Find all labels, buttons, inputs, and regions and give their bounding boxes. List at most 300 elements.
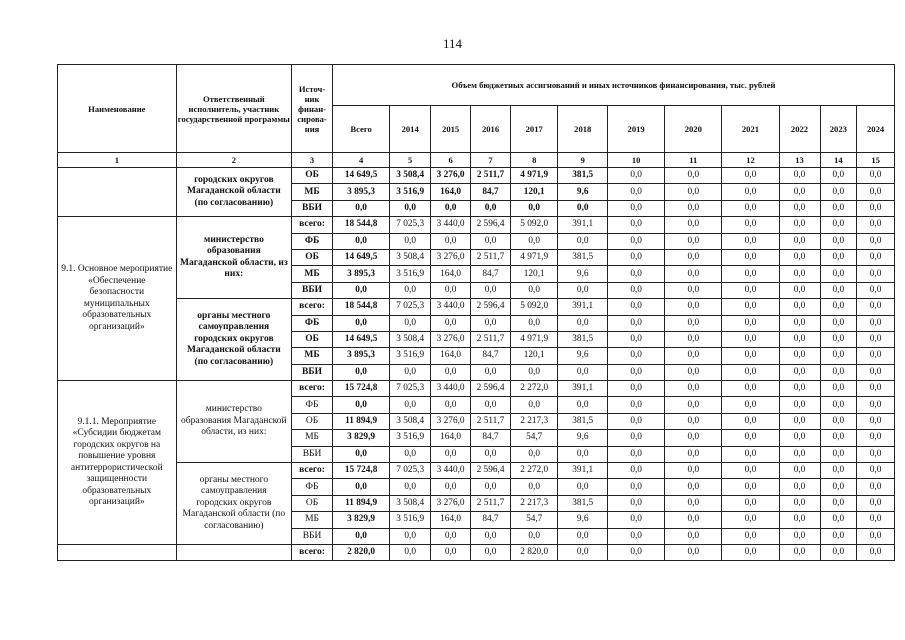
year-value: 2 511,7 xyxy=(471,249,511,265)
year-value: 0,0 xyxy=(820,544,857,560)
executor-name: министерство образования Магаданской области, из них: xyxy=(176,381,291,463)
year-value: 0,0 xyxy=(857,397,895,413)
year-value: 0,0 xyxy=(665,217,722,233)
total-value: 0,0 xyxy=(333,200,390,216)
year-value: 2 596,4 xyxy=(471,299,511,315)
year-value: 0,0 xyxy=(820,282,857,298)
year-value: 4 971,9 xyxy=(510,168,557,184)
year-value: 0,0 xyxy=(820,364,857,380)
year-value: 0,0 xyxy=(820,184,857,200)
column-index-cell: 8 xyxy=(510,153,557,168)
column-index-cell: 12 xyxy=(722,153,779,168)
column-index-cell: 15 xyxy=(857,153,895,168)
year-value: 0,0 xyxy=(608,544,665,560)
funding-source: МБ xyxy=(292,348,333,364)
total-value: 11 894,9 xyxy=(333,413,390,429)
year-value: 0,0 xyxy=(722,315,779,331)
header-year: 2015 xyxy=(431,106,471,153)
year-value: 0,0 xyxy=(722,184,779,200)
year-value: 0,0 xyxy=(665,315,722,331)
year-value: 0,0 xyxy=(857,233,895,249)
year-value: 2 596,4 xyxy=(471,381,511,397)
year-value: 381,5 xyxy=(558,168,608,184)
year-value: 0,0 xyxy=(608,413,665,429)
year-value: 0,0 xyxy=(722,249,779,265)
year-value: 0,0 xyxy=(820,299,857,315)
year-value: 164,0 xyxy=(431,266,471,282)
year-value: 0,0 xyxy=(857,299,895,315)
year-value: 0,0 xyxy=(779,512,820,528)
year-value: 0,0 xyxy=(558,364,608,380)
year-value: 0,0 xyxy=(665,397,722,413)
year-value: 381,5 xyxy=(558,331,608,347)
year-value: 0,0 xyxy=(779,528,820,544)
header-year: 2022 xyxy=(779,106,820,153)
year-value: 0,0 xyxy=(857,266,895,282)
total-value: 11 894,9 xyxy=(333,495,390,511)
year-value: 0,0 xyxy=(558,282,608,298)
year-value: 0,0 xyxy=(857,463,895,479)
year-value: 0,0 xyxy=(820,446,857,462)
funding-source: ВБИ xyxy=(292,446,333,462)
year-value: 0,0 xyxy=(471,233,511,249)
year-value: 0,0 xyxy=(820,430,857,446)
year-value: 4 971,9 xyxy=(510,331,557,347)
year-value: 0,0 xyxy=(857,249,895,265)
total-value: 3 895,3 xyxy=(333,348,390,364)
year-value: 0,0 xyxy=(608,381,665,397)
header-year: 2023 xyxy=(820,106,857,153)
year-value: 0,0 xyxy=(857,430,895,446)
year-value: 0,0 xyxy=(608,495,665,511)
year-value: 3 516,9 xyxy=(390,266,431,282)
total-value: 14 649,5 xyxy=(333,249,390,265)
year-value: 0,0 xyxy=(779,381,820,397)
year-value: 0,0 xyxy=(857,217,895,233)
year-value: 0,0 xyxy=(857,184,895,200)
year-value: 0,0 xyxy=(471,200,511,216)
year-value: 0,0 xyxy=(820,331,857,347)
year-value: 0,0 xyxy=(779,282,820,298)
executor-name: органы местного самоуправления городских округов Магаданской области (по согласованию) xyxy=(176,463,291,545)
column-index-cell: 5 xyxy=(390,153,431,168)
year-value: 0,0 xyxy=(665,430,722,446)
year-value: 0,0 xyxy=(857,282,895,298)
year-value: 0,0 xyxy=(722,512,779,528)
year-value: 0,0 xyxy=(431,233,471,249)
header-year: 2018 xyxy=(558,106,608,153)
year-value: 0,0 xyxy=(857,381,895,397)
funding-source: ОБ xyxy=(292,495,333,511)
year-value: 164,0 xyxy=(431,512,471,528)
year-value: 0,0 xyxy=(857,544,895,560)
year-value: 0,0 xyxy=(471,364,511,380)
year-value: 0,0 xyxy=(722,413,779,429)
year-value: 0,0 xyxy=(665,168,722,184)
funding-source: всего: xyxy=(292,217,333,233)
year-value: 0,0 xyxy=(722,168,779,184)
year-value: 3 516,9 xyxy=(390,184,431,200)
year-value: 381,5 xyxy=(558,249,608,265)
year-value: 120,1 xyxy=(510,184,557,200)
year-value: 0,0 xyxy=(558,315,608,331)
header-year: 2017 xyxy=(510,106,557,153)
year-value: 3 276,0 xyxy=(431,331,471,347)
year-value: 0,0 xyxy=(608,512,665,528)
year-value: 84,7 xyxy=(471,348,511,364)
year-value: 0,0 xyxy=(390,200,431,216)
year-value: 0,0 xyxy=(722,430,779,446)
funding-source: ВБИ xyxy=(292,282,333,298)
column-index-cell: 9 xyxy=(558,153,608,168)
year-value: 0,0 xyxy=(820,315,857,331)
year-value: 0,0 xyxy=(779,168,820,184)
year-value: 0,0 xyxy=(820,348,857,364)
year-value: 0,0 xyxy=(722,446,779,462)
year-value: 164,0 xyxy=(431,184,471,200)
year-value: 0,0 xyxy=(665,233,722,249)
column-index-cell: 14 xyxy=(820,153,857,168)
year-value: 0,0 xyxy=(431,397,471,413)
total-value: 14 649,5 xyxy=(333,168,390,184)
year-value: 0,0 xyxy=(779,184,820,200)
year-value: 0,0 xyxy=(779,479,820,495)
year-value: 0,0 xyxy=(857,168,895,184)
column-index-row xyxy=(58,153,895,168)
column-index-cell: 2 xyxy=(176,153,291,168)
funding-source: всего: xyxy=(292,381,333,397)
header-year: 2024 xyxy=(857,106,895,153)
year-value: 0,0 xyxy=(779,266,820,282)
funding-source: ОБ xyxy=(292,249,333,265)
header-year: 2016 xyxy=(471,106,511,153)
header-year: 2020 xyxy=(665,106,722,153)
year-value: 381,5 xyxy=(558,495,608,511)
year-value: 0,0 xyxy=(665,282,722,298)
year-value: 164,0 xyxy=(431,348,471,364)
table-header xyxy=(58,65,895,153)
year-value: 2 217,3 xyxy=(510,413,557,429)
year-value: 7 025,3 xyxy=(390,463,431,479)
year-value: 3 508,4 xyxy=(390,168,431,184)
year-value: 0,0 xyxy=(431,479,471,495)
year-value: 2 511,7 xyxy=(471,495,511,511)
year-value: 0,0 xyxy=(665,184,722,200)
year-value: 0,0 xyxy=(857,446,895,462)
year-value: 7 025,3 xyxy=(390,381,431,397)
total-value: 18 544,8 xyxy=(333,217,390,233)
year-value: 0,0 xyxy=(510,233,557,249)
total-value: 0,0 xyxy=(333,528,390,544)
year-value: 0,0 xyxy=(390,233,431,249)
year-value: 0,0 xyxy=(820,266,857,282)
year-value: 391,1 xyxy=(558,217,608,233)
year-value: 0,0 xyxy=(779,446,820,462)
year-value: 0,0 xyxy=(857,512,895,528)
year-value: 0,0 xyxy=(665,544,722,560)
year-value: 0,0 xyxy=(608,168,665,184)
total-value: 0,0 xyxy=(333,364,390,380)
year-value: 3 516,9 xyxy=(390,430,431,446)
year-value: 0,0 xyxy=(510,364,557,380)
year-value: 0,0 xyxy=(857,200,895,216)
total-value: 0,0 xyxy=(333,479,390,495)
year-value: 0,0 xyxy=(471,528,511,544)
year-value: 0,0 xyxy=(471,315,511,331)
year-value: 0,0 xyxy=(471,282,511,298)
executor-name: органы местного самоуправления городских округов Магаданской области (по согласованию) xyxy=(176,299,291,381)
year-value: 0,0 xyxy=(390,446,431,462)
year-value: 54,7 xyxy=(510,512,557,528)
year-value: 0,0 xyxy=(390,479,431,495)
year-value: 391,1 xyxy=(558,463,608,479)
total-value: 0,0 xyxy=(333,315,390,331)
year-value: 0,0 xyxy=(820,233,857,249)
funding-source: МБ xyxy=(292,184,333,200)
year-value: 0,0 xyxy=(779,463,820,479)
year-value: 0,0 xyxy=(722,397,779,413)
year-value: 0,0 xyxy=(431,446,471,462)
year-value: 0,0 xyxy=(722,299,779,315)
year-value: 0,0 xyxy=(820,217,857,233)
year-value: 120,1 xyxy=(510,348,557,364)
year-value: 84,7 xyxy=(471,512,511,528)
year-value: 0,0 xyxy=(722,266,779,282)
year-value: 0,0 xyxy=(665,299,722,315)
year-value: 0,0 xyxy=(722,200,779,216)
header-name: Наименование xyxy=(58,65,177,153)
year-value: 2 596,4 xyxy=(471,217,511,233)
year-value: 0,0 xyxy=(722,233,779,249)
total-value: 0,0 xyxy=(333,446,390,462)
year-value: 0,0 xyxy=(510,479,557,495)
year-value: 0,0 xyxy=(471,479,511,495)
year-value: 2 272,0 xyxy=(510,381,557,397)
year-value: 0,0 xyxy=(608,348,665,364)
year-value: 0,0 xyxy=(779,544,820,560)
year-value: 0,0 xyxy=(820,381,857,397)
funding-source: ВБИ xyxy=(292,364,333,380)
year-value: 0,0 xyxy=(608,446,665,462)
year-value: 0,0 xyxy=(722,528,779,544)
year-value: 0,0 xyxy=(820,168,857,184)
year-value: 3 276,0 xyxy=(431,495,471,511)
year-value: 120,1 xyxy=(510,266,557,282)
year-value: 0,0 xyxy=(779,331,820,347)
year-value: 0,0 xyxy=(431,282,471,298)
year-value: 0,0 xyxy=(608,331,665,347)
year-value: 5 092,0 xyxy=(510,217,557,233)
year-value: 2 217,3 xyxy=(510,495,557,511)
year-value: 0,0 xyxy=(558,544,608,560)
funding-source: ОБ xyxy=(292,413,333,429)
funding-source: ФБ xyxy=(292,479,333,495)
year-value: 0,0 xyxy=(558,446,608,462)
year-value: 0,0 xyxy=(722,331,779,347)
table-row xyxy=(58,381,895,397)
year-value: 0,0 xyxy=(779,348,820,364)
header-total: Всего xyxy=(333,106,390,153)
year-value: 0,0 xyxy=(857,495,895,511)
table-body xyxy=(58,153,895,561)
funding-source: ВБИ xyxy=(292,200,333,216)
column-index-cell: 7 xyxy=(471,153,511,168)
year-value: 0,0 xyxy=(722,282,779,298)
year-value: 0,0 xyxy=(390,528,431,544)
year-value: 0,0 xyxy=(608,266,665,282)
funding-source: ФБ xyxy=(292,315,333,331)
year-value: 0,0 xyxy=(390,397,431,413)
year-value: 0,0 xyxy=(779,413,820,429)
budget-table xyxy=(57,64,895,561)
funding-source: МБ xyxy=(292,430,333,446)
year-value: 3 276,0 xyxy=(431,168,471,184)
year-value: 0,0 xyxy=(779,495,820,511)
year-value: 0,0 xyxy=(665,463,722,479)
year-value: 0,0 xyxy=(608,282,665,298)
year-value: 5 092,0 xyxy=(510,299,557,315)
year-value: 2 272,0 xyxy=(510,463,557,479)
page-number: 114 xyxy=(442,36,463,51)
year-value: 0,0 xyxy=(722,364,779,380)
year-value: 3 440,0 xyxy=(431,463,471,479)
year-value: 0,0 xyxy=(722,495,779,511)
year-value: 0,0 xyxy=(608,315,665,331)
year-value: 0,0 xyxy=(857,528,895,544)
year-value: 0,0 xyxy=(665,200,722,216)
year-value: 391,1 xyxy=(558,381,608,397)
year-value: 0,0 xyxy=(665,331,722,347)
year-value: 0,0 xyxy=(608,430,665,446)
year-value: 2 511,7 xyxy=(471,331,511,347)
year-value: 0,0 xyxy=(820,528,857,544)
year-value: 9,6 xyxy=(558,348,608,364)
year-value: 84,7 xyxy=(471,430,511,446)
year-value: 3 516,9 xyxy=(390,348,431,364)
year-value: 9,6 xyxy=(558,184,608,200)
table-row xyxy=(58,168,895,184)
year-value: 0,0 xyxy=(722,217,779,233)
year-value: 0,0 xyxy=(665,479,722,495)
year-value: 0,0 xyxy=(510,397,557,413)
year-value: 3 440,0 xyxy=(431,217,471,233)
year-value: 4 971,9 xyxy=(510,249,557,265)
year-value: 2 511,7 xyxy=(471,168,511,184)
year-value: 0,0 xyxy=(608,184,665,200)
year-value: 0,0 xyxy=(779,397,820,413)
year-value: 0,0 xyxy=(857,348,895,364)
year-value: 0,0 xyxy=(558,397,608,413)
year-value: 0,0 xyxy=(510,528,557,544)
funding-source: всего: xyxy=(292,544,333,560)
year-value: 3 440,0 xyxy=(431,381,471,397)
total-value: 3 895,3 xyxy=(333,184,390,200)
year-value: 84,7 xyxy=(471,266,511,282)
funding-source: ОБ xyxy=(292,331,333,347)
year-value: 0,0 xyxy=(820,200,857,216)
total-value: 3 829,9 xyxy=(333,430,390,446)
measure-name: 9.1. Основное мероприятие «Обеспечение безопасности муниципальных образовательных организаций» xyxy=(58,217,177,381)
year-value: 0,0 xyxy=(510,446,557,462)
year-value: 0,0 xyxy=(665,348,722,364)
header-year: 2021 xyxy=(722,106,779,153)
year-value: 0,0 xyxy=(431,200,471,216)
column-index-cell: 6 xyxy=(431,153,471,168)
total-value: 14 649,5 xyxy=(333,331,390,347)
year-value: 0,0 xyxy=(608,364,665,380)
year-value: 0,0 xyxy=(820,495,857,511)
year-value: 3 508,4 xyxy=(390,495,431,511)
total-value: 3 829,9 xyxy=(333,512,390,528)
executor-name xyxy=(176,544,291,560)
year-value: 0,0 xyxy=(608,249,665,265)
year-value: 0,0 xyxy=(608,299,665,315)
funding-source: ФБ xyxy=(292,233,333,249)
funding-source: ФБ xyxy=(292,397,333,413)
year-value: 0,0 xyxy=(779,217,820,233)
year-value: 9,6 xyxy=(558,266,608,282)
measure-name xyxy=(58,168,177,217)
year-value: 0,0 xyxy=(779,364,820,380)
header-year: 2014 xyxy=(390,106,431,153)
year-value: 0,0 xyxy=(722,381,779,397)
year-value: 0,0 xyxy=(510,315,557,331)
year-value: 0,0 xyxy=(608,479,665,495)
year-value: 0,0 xyxy=(820,397,857,413)
header-volume: Объем бюджетных ассигнований и иных источников финансирования, тыс. рублей xyxy=(333,65,895,106)
year-value: 7 025,3 xyxy=(390,299,431,315)
year-value: 0,0 xyxy=(665,495,722,511)
year-value: 3 508,4 xyxy=(390,413,431,429)
year-value: 0,0 xyxy=(390,544,431,560)
column-index-cell: 11 xyxy=(665,153,722,168)
year-value: 3 516,9 xyxy=(390,512,431,528)
year-value: 0,0 xyxy=(471,446,511,462)
year-value: 84,7 xyxy=(471,184,511,200)
total-value: 0,0 xyxy=(333,397,390,413)
year-value: 9,6 xyxy=(558,430,608,446)
total-value: 3 895,3 xyxy=(333,266,390,282)
year-value: 381,5 xyxy=(558,413,608,429)
year-value: 54,7 xyxy=(510,430,557,446)
year-value: 0,0 xyxy=(779,430,820,446)
year-value: 0,0 xyxy=(608,217,665,233)
year-value: 0,0 xyxy=(722,348,779,364)
year-value: 0,0 xyxy=(857,479,895,495)
funding-source: всего: xyxy=(292,463,333,479)
year-value: 0,0 xyxy=(431,528,471,544)
column-index-cell: 4 xyxy=(333,153,390,168)
year-value: 0,0 xyxy=(857,315,895,331)
total-value: 0,0 xyxy=(333,233,390,249)
year-value: 0,0 xyxy=(857,413,895,429)
year-value: 2 820,0 xyxy=(510,544,557,560)
year-value: 2 511,7 xyxy=(471,413,511,429)
header-executor: Ответственный исполнитель, участник государственной программы xyxy=(176,65,291,153)
year-value: 0,0 xyxy=(390,282,431,298)
year-value: 0,0 xyxy=(558,233,608,249)
year-value: 0,0 xyxy=(722,544,779,560)
funding-source: ОБ xyxy=(292,168,333,184)
year-value: 0,0 xyxy=(779,249,820,265)
year-value: 3 508,4 xyxy=(390,249,431,265)
header-source: Источ-ник финан-сирова-ния xyxy=(292,65,333,153)
year-value: 0,0 xyxy=(857,364,895,380)
year-value: 0,0 xyxy=(431,315,471,331)
year-value: 0,0 xyxy=(820,512,857,528)
column-index-cell: 3 xyxy=(292,153,333,168)
year-value: 0,0 xyxy=(665,266,722,282)
